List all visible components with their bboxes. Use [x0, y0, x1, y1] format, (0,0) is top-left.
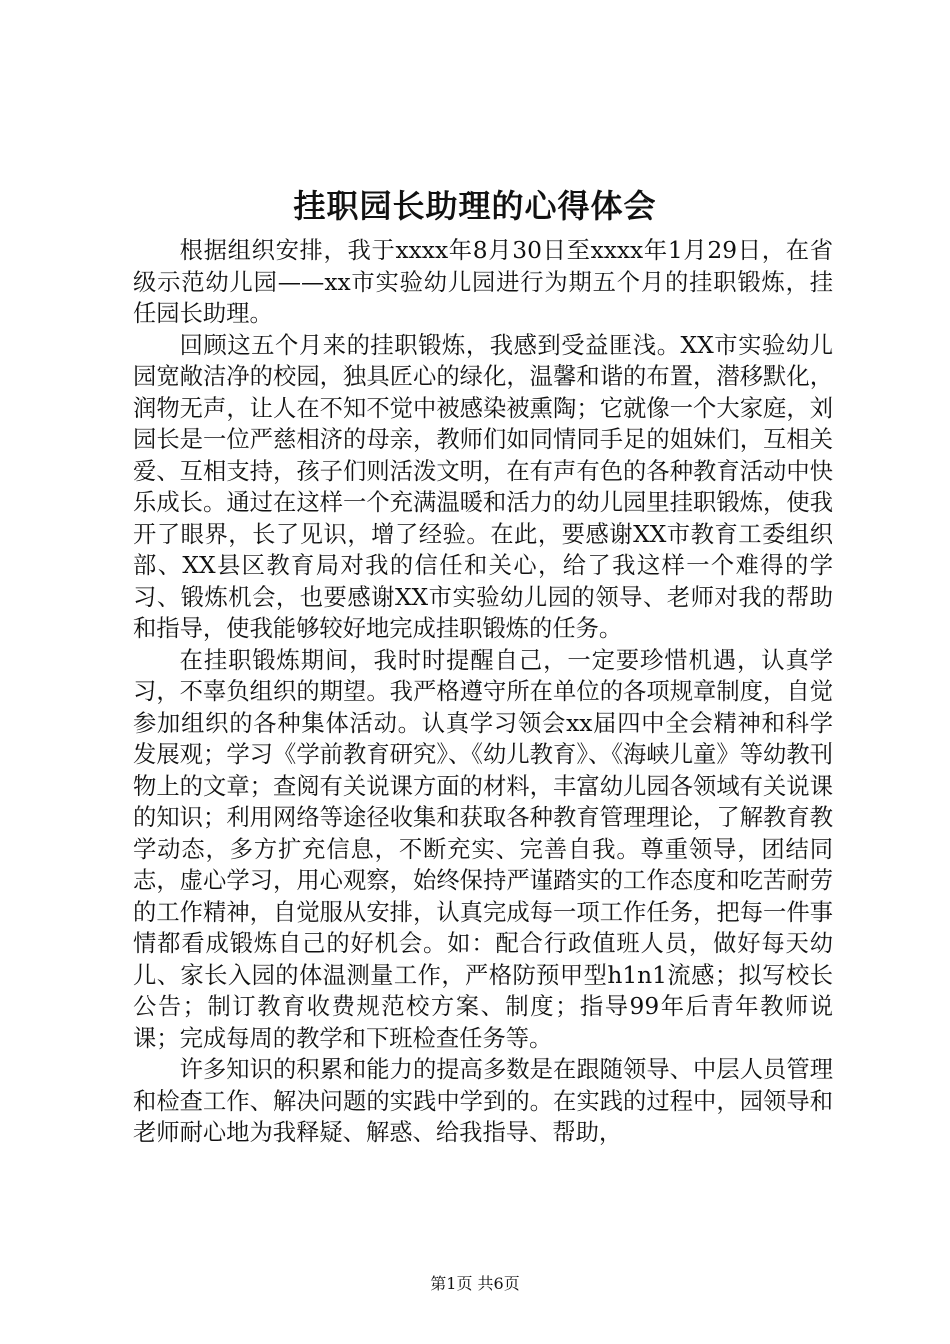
- page-footer: 第1页 共6页: [430, 1274, 520, 1293]
- paragraph: 在挂职锻炼期间，我时时提醒自己，一定要珍惜机遇，认真学习，不辜负组织的期望。我严格遵守所在单位的各项规章制度，自觉参加组织的各种集体活动。认真学习领会xx届四中全会精神和科学发展观；学习《学前教育研究》、《幼儿教育》、《海峡儿童》等幼教刊物上的文章；查阅有关说课方面的材料，丰富幼儿园各领域有关说课的知识；利用网络等途径收集和获取各种教育管理理论，了解教育教学动态，多方扩充信息，不断充实、完善自我。尊重领导，团结同志，虚心学习，用心观察，始终保持严谨踏实的工作态度和吃苦耐劳的工作精神，自觉服从安排，认真完成每一项工作任务，把每一件事情都看成锻炼自己的好机会。如：配合行政值班人员，做好每天幼儿、家长入园的体温测量工作，严格防预甲型h1n1流感；拟写校长公告；制订教育收费规范校方案、制度；指导99年后青年教师说课；完成每周的教学和下班检查任务等。: [133, 646, 833, 1052]
- paragraph: 许多知识的积累和能力的提高多数是在跟随领导、中层人员管理和检查工作、解决问题的实践中学到的。在实践的过程中，园领导和老师耐心地为我释疑、解惑、给我指导、帮助，: [133, 1056, 833, 1146]
- paragraph: 根据组织安排，我于xxxx年8月30日至xxxx年1月29日，在省级示范幼儿园——xx市实验幼儿园进行为期五个月的挂职锻炼，挂任园长助理。: [133, 237, 833, 327]
- paragraph: 回顾这五个月来的挂职锻炼，我感到受益匪浅。XX市实验幼儿园宽敞洁净的校园，独具匠心的绿化，温馨和谐的布置，潜移默化，润物无声，让人在不知不觉中被感染被熏陶；它就像一个大家庭，刘园长是一位严慈相济的母亲，教师们如同情同手足的姐妹们，互相关爱、互相支持，孩子们则活泼文明，在有声有色的各种教育活动中快乐成长。通过在这样一个充满温暖和活力的幼儿园里挂职锻炼，使我开了眼界，长了见识，增了经验。在此，要感谢XX市教育工委组织部、XX县区教育局对我的信任和关心，给了我这样一个难得的学习、锻炼机会，也要感谢XX市实验幼儿园的领导、老师对我的帮助和指导，使我能够较好地完成挂职锻炼的任务。: [133, 331, 833, 642]
- document-body: [133, 235, 833, 1149]
- document-title: 挂职园长助理的心得体会: [293, 187, 657, 225]
